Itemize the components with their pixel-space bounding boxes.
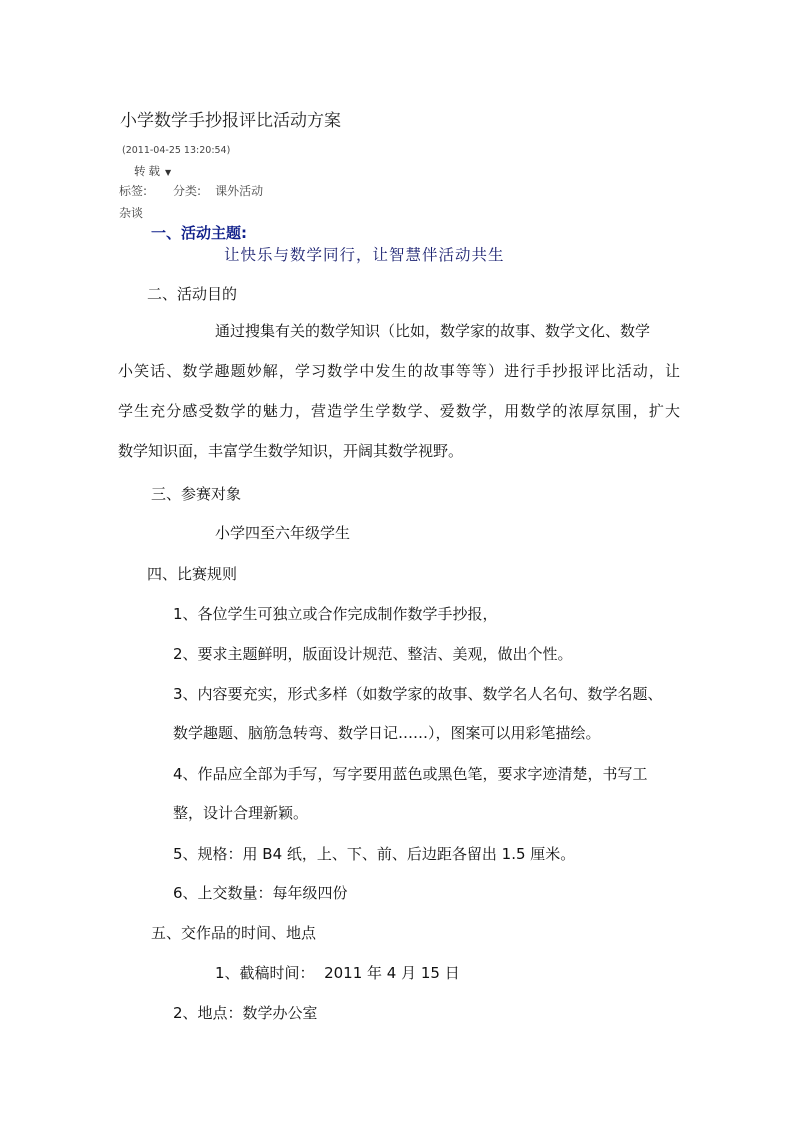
post-title: 小学数学手抄报评比活动方案 — [120, 111, 341, 131]
category-label: 分类: — [173, 184, 202, 198]
rule-item: 6、上交数量：每年级四份 — [173, 884, 348, 902]
participants-text: 小学四至六年级学生 — [215, 524, 351, 542]
tags-label: 标签: — [119, 184, 148, 198]
section-heading-goal: 二、活动目的 — [147, 285, 238, 303]
goal-line: 学生充分感受数学的魅力，营造学生学数学、爱数学，用数学的浓厚氛围，扩大 — [118, 402, 680, 420]
chevron-down-icon: ▼ — [165, 168, 172, 177]
section-heading-submission: 五、交作品的时间、地点 — [151, 924, 317, 942]
section-heading-rules: 四、比赛规则 — [147, 565, 238, 583]
rule-item: 5、规格：用 B4 纸，上、下、前、后边距各留出 1.5 厘米。 — [173, 845, 576, 863]
goal-line: 通过搜集有关的数学知识（比如，数学家的故事、数学文化、数学 — [215, 322, 651, 340]
rule-item: 2、要求主题鲜明，版面设计规范、整洁、美观，做出个性。 — [173, 645, 573, 663]
goal-line: 数学知识面，丰富学生数学知识，开阔其数学视野。 — [118, 442, 464, 460]
rule-item-continued: 整，设计合理新颖。 — [173, 804, 309, 822]
submission-location: 2、地点：数学办公室 — [173, 1004, 318, 1022]
submission-deadline: 1、截稿时间： 2011 年 4 月 15 日 — [215, 964, 460, 982]
goal-line: 小笑话、数学趣题妙解，学习数学中发生的故事等等）进行手抄报评比活动，让 — [118, 362, 680, 380]
rule-item-continued: 数学趣题、脑筋急转弯、数学日记……），图案可以用彩笔描绘。 — [173, 724, 601, 742]
rule-item: 3、内容要充实，形式多样（如数学家的故事、数学名人名句、数学名题、 — [173, 685, 663, 703]
repost-label: 转载 — [134, 164, 163, 178]
repost-button[interactable] — [134, 163, 171, 179]
post-meta — [119, 182, 263, 199]
goal-paragraph — [118, 320, 680, 480]
post-timestamp: (2011-04-25 13:20:54) — [122, 145, 231, 156]
rule-item: 4、作品应全部为手写，写字要用蓝色或黑色笔，要求字迹清楚，书写工 — [173, 765, 648, 783]
category-link[interactable]: 课外活动 — [215, 184, 264, 198]
section-heading-theme: 一、活动主题: — [151, 224, 247, 242]
tag-link-misc[interactable]: 杂谈 — [119, 206, 144, 220]
section-heading-participants: 三、参赛对象 — [151, 485, 242, 503]
rule-item: 1、各位学生可独立或合作完成制作数学手抄报， — [173, 605, 498, 623]
theme-text: 让快乐与数学同行，让智慧伴活动共生 — [224, 246, 505, 264]
